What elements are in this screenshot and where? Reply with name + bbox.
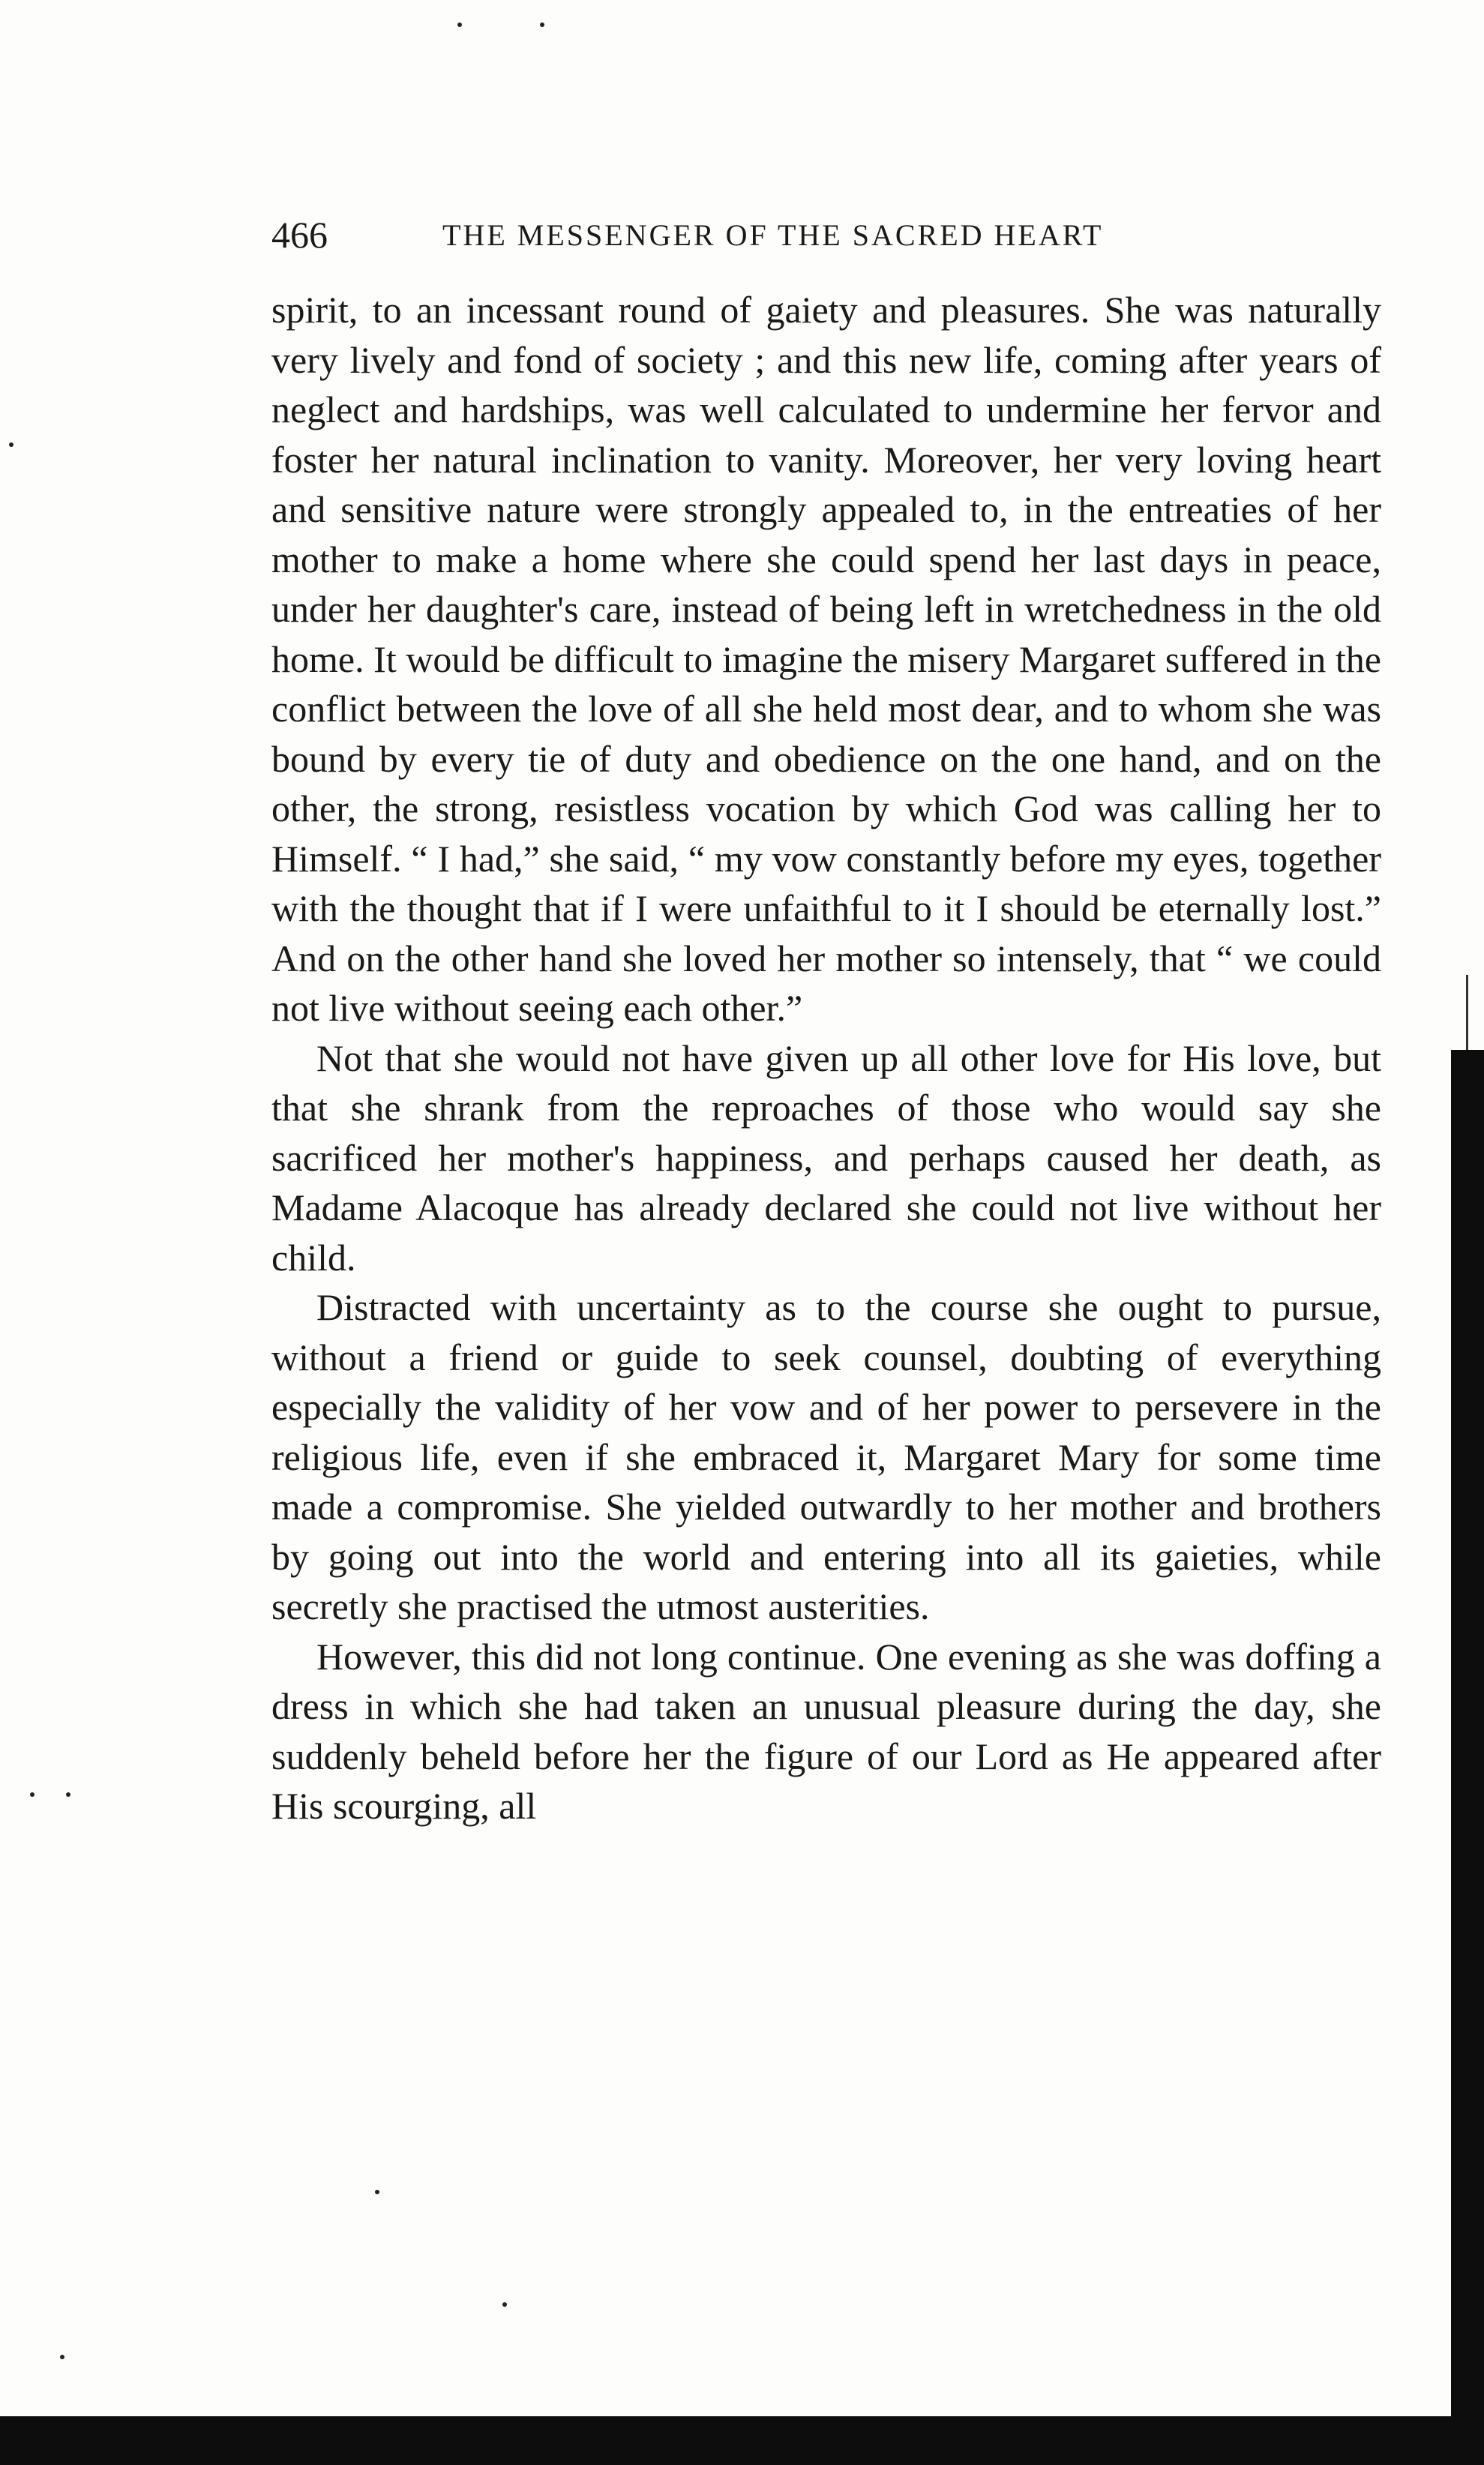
scan-speck [457, 22, 462, 27]
scan-edge-shadow-right [1451, 1050, 1484, 2465]
scan-speck [66, 1792, 70, 1797]
scan-speck [375, 2190, 379, 2194]
body-text [271, 285, 1381, 1831]
scan-speck [9, 442, 13, 447]
page-header [271, 208, 1381, 261]
paragraph-1: spirit, to an incessant round of gaiety and pleasures. She was naturally very lively and fond of society ; and this new life, coming after years of neglect and hardships, was well calculated to undermine her fervor and foster her natural inclination to vanity. Moreover, her very loving heart and sensitive nature were strongly appealed to, in the entreaties of her mother to make a home where she could spend her last days in peace, under her daughter's care, instead of being left in wretchedness in the old home. It would be difficult to imagine the misery Margaret suffered in the conflict between the love of all she held most dear, and to whom she was bound by every tie of duty and obedience on the one hand, and on the other, the strong, resistless vocation by which God was calling her to Himself. “ I had,” she said, “ my vow constantly before my eyes, together with the thought that if I were unfaithful to it I should be eternally lost.” And on the other hand she loved her mother so intensely, that “ we could not live without seeing each other.” [271, 289, 1381, 1029]
page-number: 466 [271, 214, 328, 256]
scan-speck [540, 22, 544, 27]
paragraph-4: However, this did not long continue. One evening as she was doffing a dress in which she had taken an unusual pleasure during the day, she suddenly beheld before her the figure of our Lord as He appeared after His scourging, all [271, 1635, 1381, 1827]
scan-speck [502, 2302, 507, 2307]
paragraph-2: Not that she would not have given up all other love for His love, but that she shrank from the reproaches of those who would say she sacrificed her mother's happiness, and perhaps caused her death, as Madame Alacoque has already declared she could not live without her child. [271, 1036, 1381, 1279]
running-head: THE MESSENGER OF THE SACRED HEART [442, 218, 1104, 252]
scan-speck [30, 1792, 34, 1797]
paragraph-3: Distracted with uncertainty as to the course she ought to pursue, without a friend or guide to seek counsel, doubting of everything especially the validity of her vow and of her power to persevere in the religious life, even if she embraced it, Margaret Mary for some time made a compromise. She yielded outwardly to her mother and brothers by going out into the world and entering into all its gaieties, while secretly she practised the utmost austerities. [271, 1286, 1381, 1627]
scan-edge-shadow-bottom [0, 2416, 1484, 2465]
scan-speck [60, 2355, 64, 2359]
